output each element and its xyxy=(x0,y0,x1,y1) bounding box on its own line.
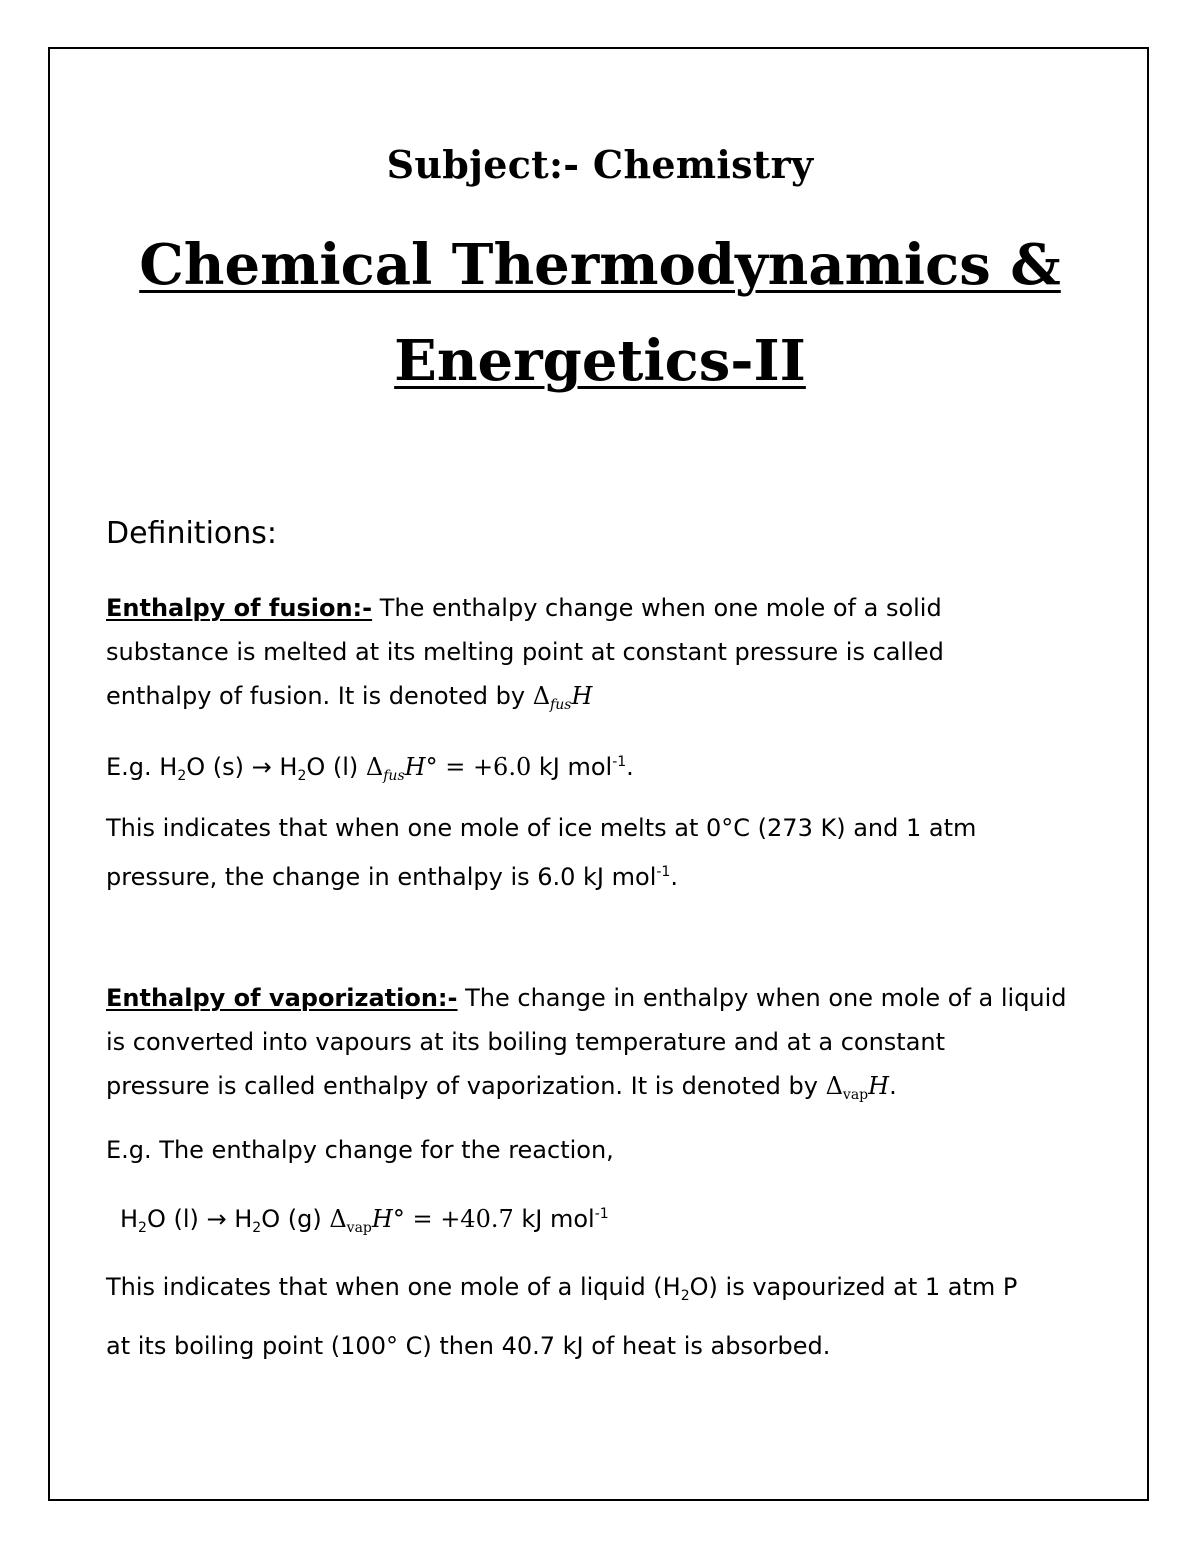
vap-reaction-symsub: vap xyxy=(346,1220,372,1236)
vap-reaction-h: H° xyxy=(371,1205,405,1233)
fusion-example-sub-b: 2 xyxy=(297,768,307,784)
vap-reaction-prefix: H xyxy=(120,1205,139,1233)
fusion-text1: The enthalpy change when one mole of a solid xyxy=(372,594,942,622)
fusion-text3: enthalpy of fusion. It is denoted by xyxy=(106,682,533,710)
fusion-line2: substance is melted at its melting point at constant pressure is called xyxy=(106,638,944,666)
fusion-example-value: = +6.0 xyxy=(437,753,532,781)
vap-reaction-exp: -1 xyxy=(594,1206,609,1222)
vap-line1 xyxy=(106,976,1106,1020)
vap-reaction-mid1: O (l) → H xyxy=(146,1205,253,1233)
fusion-note-line2 xyxy=(106,850,1106,899)
definitions-heading: Definitions: xyxy=(106,516,278,551)
fusion-note-end: . xyxy=(670,863,678,891)
fusion-note xyxy=(106,806,1106,899)
vap-sub: vap xyxy=(842,1087,869,1103)
fusion-note-text2: pressure, the change in enthalpy is 6.0 kJ mol xyxy=(106,863,657,891)
main-title-line1: Chemical Thermodynamics & xyxy=(139,232,1061,298)
vap-example-intro: E.g. The enthalpy change for the reaction, xyxy=(106,1136,614,1164)
vaporization-paragraph xyxy=(106,976,1106,1117)
vap-note-line1 xyxy=(106,1262,1106,1321)
fusion-line3 xyxy=(106,674,1106,727)
vap-note-line2: at its boiling point (100° C) then 40.7 kJ of heat is absorbed. xyxy=(106,1332,831,1360)
fusion-line1 xyxy=(106,586,1106,630)
vap-note xyxy=(106,1262,1106,1371)
vap-reaction-sub-a: 2 xyxy=(138,1220,147,1236)
vap-h: H xyxy=(868,1072,890,1100)
fusion-example-delta: Δ xyxy=(365,753,384,781)
vap-reaction-mid2: O (g) xyxy=(261,1205,330,1233)
fusion-example-exp: -1 xyxy=(612,754,627,770)
vap-reaction-value: = +40.7 xyxy=(404,1205,514,1233)
vap-line3 xyxy=(106,1064,1106,1117)
subject-line: Subject:- Chemistry xyxy=(386,142,814,187)
fusion-example-end: . xyxy=(626,753,634,781)
fusion-sub: fus xyxy=(550,697,572,713)
vap-reaction-sub-b: 2 xyxy=(252,1220,262,1236)
vap-note-text1b: O) is vapourized at 1 atm P xyxy=(689,1273,1018,1301)
fusion-paragraph xyxy=(106,586,1106,727)
fusion-example-sub-a: 2 xyxy=(177,768,187,784)
fusion-example xyxy=(106,740,1106,798)
fusion-h: H xyxy=(571,682,593,710)
fusion-example-mid1: O (s) → H xyxy=(186,753,298,781)
vap-text3: pressure is called enthalpy of vaporization. It is denoted by xyxy=(106,1072,826,1100)
fusion-delta: Δ xyxy=(532,682,551,710)
vap-delta: Δ xyxy=(825,1072,843,1100)
vap-line2: is converted into vapours at its boiling temperature and at a constant xyxy=(106,1028,946,1056)
vap-term: Enthalpy of vaporization:- xyxy=(106,984,458,1012)
fusion-example-prefix: E.g. H xyxy=(106,753,178,781)
vap-reaction-delta: Δ xyxy=(329,1205,347,1233)
fusion-note-line1: This indicates that when one mole of ice melts at 0°C (273 K) and 1 atm xyxy=(106,814,977,842)
vap-reaction-unit: kJ mol xyxy=(513,1205,595,1233)
fusion-example-symsub: fus xyxy=(383,768,405,784)
vap-note-sub: 2 xyxy=(680,1288,690,1304)
main-title-line2: Energetics-II xyxy=(394,328,806,394)
vap-note-text1a: This indicates that when one mole of a liquid (H xyxy=(106,1273,681,1301)
vap-reaction xyxy=(120,1192,1120,1250)
fusion-note-exp: -1 xyxy=(656,864,671,880)
fusion-term: Enthalpy of fusion:- xyxy=(106,594,373,622)
vap-line3-end: . xyxy=(889,1072,897,1100)
vap-text1: The change in enthalpy when one mole of a liquid xyxy=(457,984,1067,1012)
fusion-example-mid2: O (l) xyxy=(306,753,366,781)
fusion-example-unit: kJ mol xyxy=(531,753,613,781)
fusion-example-h: H° xyxy=(404,753,438,781)
